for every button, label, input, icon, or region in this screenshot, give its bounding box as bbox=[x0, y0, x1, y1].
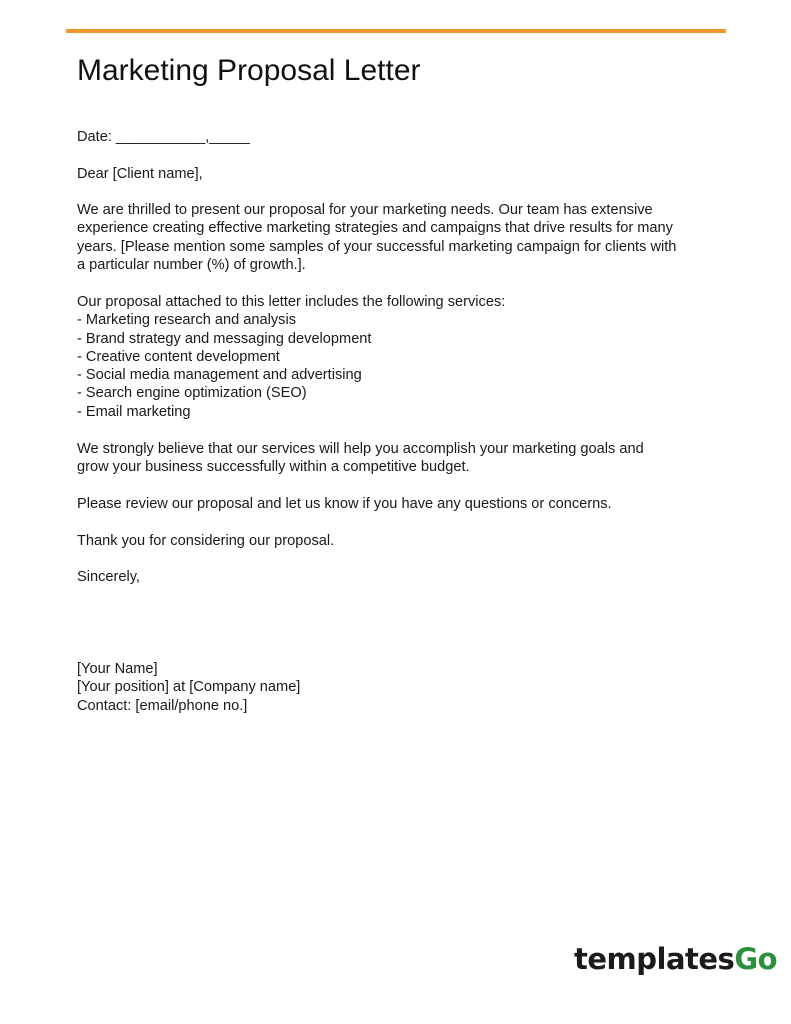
list-item: - Email marketing bbox=[77, 403, 191, 420]
logo-text-go: Go bbox=[734, 942, 778, 976]
top-accent-rule bbox=[66, 29, 726, 33]
services-section bbox=[77, 293, 737, 421]
belief-line: We strongly believe that our services will help you accomplish your marketing goals and bbox=[77, 441, 644, 457]
intro-line: We are thrilled to present our proposal for your marketing needs. Our team has extensive bbox=[77, 202, 653, 218]
date-line: Date: ___________,_____ bbox=[77, 129, 250, 145]
belief-paragraph bbox=[77, 440, 737, 477]
services-list bbox=[77, 311, 737, 421]
intro-line: years. [Please mention some samples of your successful marketing campaign for clients with bbox=[77, 238, 677, 255]
page-title: Marketing Proposal Letter bbox=[77, 54, 421, 87]
thanks-paragraph: Thank you for considering our proposal. bbox=[77, 533, 335, 549]
review-paragraph: Please review our proposal and let us know if you have any questions or concerns. bbox=[77, 496, 612, 512]
list-item: - Creative content development bbox=[77, 348, 280, 365]
salutation: Dear [Client name], bbox=[77, 166, 203, 182]
signature-contact: Contact: [email/phone no.] bbox=[77, 697, 248, 714]
closing: Sincerely, bbox=[77, 569, 140, 585]
signature-name: [Your Name] bbox=[77, 661, 158, 677]
signature-block bbox=[77, 660, 737, 715]
templatesgo-logo bbox=[574, 941, 777, 977]
list-item: - Marketing research and analysis bbox=[77, 312, 297, 329]
signature-position: [Your position] at [Company name] bbox=[77, 679, 301, 696]
belief-line: grow your business successfully within a competitive budget. bbox=[77, 459, 470, 476]
intro-paragraph bbox=[77, 201, 737, 274]
logo-text-templates: templates bbox=[574, 942, 735, 976]
list-item: - Brand strategy and messaging development bbox=[77, 330, 372, 347]
services-intro: Our proposal attached to this letter includes the following services: bbox=[77, 294, 506, 310]
intro-line: a particular number (%) of growth.]. bbox=[77, 256, 306, 273]
list-item: - Search engine optimization (SEO) bbox=[77, 385, 307, 402]
intro-line: experience creating effective marketing strategies and campaigns that drive results for many bbox=[77, 220, 673, 237]
list-item: - Social media management and advertising bbox=[77, 367, 362, 384]
